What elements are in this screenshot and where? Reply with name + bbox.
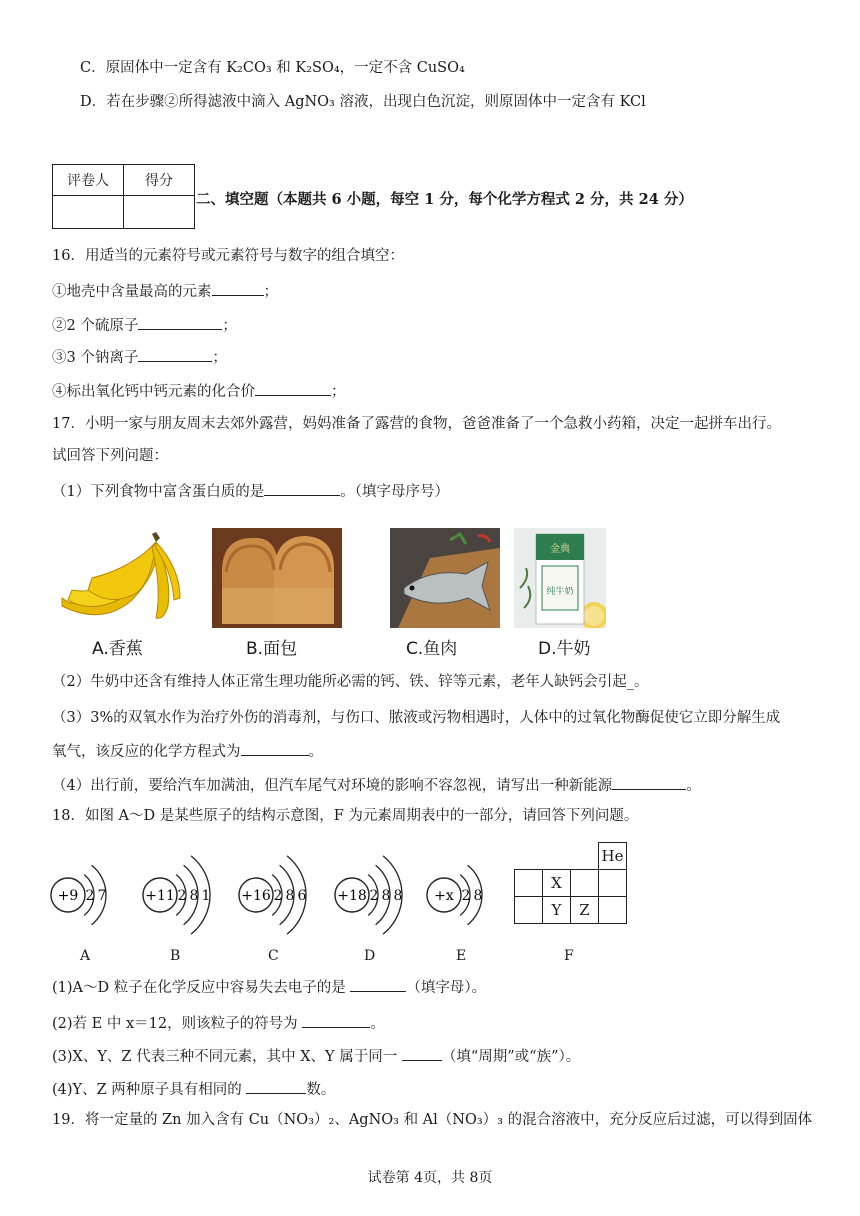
nucleus-charge: +9: [57, 888, 79, 904]
q16-item-text: ②2 个硫原子: [52, 318, 139, 334]
q16-item-3: [52, 346, 227, 368]
food-label-a: A.香蕉: [92, 639, 143, 659]
pt-cell: [599, 897, 627, 924]
nucleus-charge: +18: [337, 888, 367, 904]
q18-sub4: [52, 1078, 335, 1100]
q16-item-end: ；: [212, 350, 227, 366]
nucleus-charge: +x: [434, 888, 454, 904]
answer-blank[interactable]: [612, 774, 686, 790]
grader-header: 评卷人: [53, 165, 124, 196]
electron-count: 1: [201, 888, 211, 904]
pt-cell-x: X: [543, 870, 571, 897]
q19-stem: 19．将一定量的 Zn 加入含有 Cu（NO₃）₂、AgNO₃ 和 Al（NO₃）₃ 的混合溶液中，充分反应后过滤，可以得到固体: [52, 1112, 813, 1128]
q16-item-1: [52, 280, 278, 302]
q17-part3-text: 氧气，该反应的化学方程式为: [52, 744, 241, 760]
q18-sub1-text: (1)A～D 粒子在化学反应中容易失去电子的是: [52, 980, 351, 996]
score-header: 得分: [124, 165, 195, 196]
atom-label-a: A: [80, 948, 91, 964]
q17-part1: [52, 480, 449, 502]
section-title: 二、填空题（本题共 6 小题，每空 1 分，每个化学方程式 2 分，共 24 分）: [196, 191, 693, 208]
q17-part2: （2）牛奶中还含有维持人体正常生理功能所必需的钙、铁、锌等元素，老年人缺钙会引起_。: [52, 674, 649, 690]
fish-image: [380, 528, 510, 628]
q15-option-c: C．原固体中一定含有 K₂CO₃ 和 K₂SO₄，一定不含 CuSO₄: [80, 60, 465, 76]
answer-blank[interactable]: [402, 1045, 442, 1061]
nucleus-charge: +11: [145, 888, 175, 904]
atom-label-d: D: [364, 948, 376, 964]
pt-empty: [543, 843, 571, 870]
q16-item-text: ④标出氧化钙中钙元素的化合价: [52, 384, 255, 400]
q17-part1-end: 。（填字母序号）: [340, 484, 449, 500]
answer-blank[interactable]: [255, 380, 331, 396]
q16-item-end: ；: [331, 384, 346, 400]
q16-item-end: ；: [263, 284, 278, 300]
electron-count: 8: [381, 888, 391, 904]
pt-empty: [515, 843, 543, 870]
electron-count: 8: [473, 888, 483, 904]
q17-part4-end: 。: [686, 778, 701, 794]
answer-blank[interactable]: [241, 740, 309, 756]
q15-option-d: D．若在步骤②所得滤液中滴入 AgNO₃ 溶液，出现白色沉淀，则原固体中一定含有 KCl: [80, 94, 646, 110]
grader-table: [52, 164, 195, 229]
q16-item-2: [52, 314, 237, 336]
electron-count: 2: [369, 888, 379, 904]
electron-count: 2: [85, 888, 95, 904]
pt-cell: [571, 870, 599, 897]
q18-sub2-text: (2)若 E 中 x＝12，则该粒子的符号为: [52, 1016, 303, 1032]
electron-count: 7: [97, 888, 107, 904]
food-label-c: C.鱼肉: [406, 639, 458, 659]
electron-count: 6: [297, 888, 307, 904]
table-label-f: F: [564, 948, 574, 964]
q18-sub4-end: 数。: [306, 1082, 336, 1098]
pt-cell: [515, 870, 543, 897]
q18-sub2-end: 。: [370, 1016, 385, 1032]
q18-sub3: [52, 1045, 580, 1067]
atom-label-b: B: [170, 948, 181, 964]
grader-cell: [53, 196, 124, 229]
q17-part4: [52, 774, 701, 796]
atom-label-c: C: [268, 948, 279, 964]
milk-image: [514, 528, 606, 628]
answer-blank[interactable]: [212, 280, 264, 296]
q18-stem: 18．如图 A～D 是某些原子的结构示意图，F 为元素周期表中的一部分，请回答下列问题。: [52, 808, 639, 824]
svg-text:纯牛奶: 纯牛奶: [546, 587, 574, 597]
pt-empty: [571, 843, 599, 870]
electron-count: 2: [177, 888, 187, 904]
q18-sub1-end: （填字母）。: [406, 980, 487, 996]
periodic-table-fragment: [514, 842, 627, 924]
electron-count: 8: [285, 888, 295, 904]
electron-count: 8: [393, 888, 403, 904]
q16-stem: 16．用适当的元素符号或元素符号与数字的组合填空：: [52, 248, 404, 264]
q16-item-text: ①地壳中含量最高的元素: [52, 284, 212, 300]
q18-sub4-text: (4)Y、Z 两种原子具有相同的: [52, 1082, 247, 1098]
food-label-d: D.牛奶: [538, 639, 591, 659]
q17-stem-line1: 17．小明一家与朋友周末去郊外露营，妈妈准备了露营的食物，爸爸准备了一个急救小药箱，决定一起拼车出行。: [52, 416, 781, 432]
banana-image: [52, 528, 182, 628]
q16-item-end: ；: [222, 318, 237, 334]
q17-part3-end: 。: [308, 744, 323, 760]
q18-sub3-text: (3)X、Y、Z 代表三种不同元素，其中 X、Y 属于同一: [52, 1049, 402, 1065]
food-label-b: B.面包: [246, 639, 298, 659]
answer-blank[interactable]: [264, 480, 340, 496]
answer-blank[interactable]: [246, 1078, 306, 1094]
electron-count: 2: [273, 888, 283, 904]
page-footer: 试卷第 4页，共 8页: [367, 1170, 493, 1186]
q17-part3-line2: [52, 740, 323, 762]
q17-stem-line2: 试回答下列问题：: [52, 448, 168, 464]
q18-sub1: [52, 976, 486, 998]
nucleus-charge: +16: [241, 888, 271, 904]
bread-image: [212, 528, 342, 628]
pt-cell-he: He: [599, 843, 627, 870]
score-cell: [124, 196, 195, 229]
q18-sub2: [52, 1012, 385, 1034]
electron-count: 8: [189, 888, 199, 904]
pt-cell: [515, 897, 543, 924]
pt-cell: [599, 870, 627, 897]
answer-blank[interactable]: [138, 346, 212, 362]
q16-item-4: [52, 380, 346, 402]
q18-sub3-end: （填“周期”或“族”）。: [441, 1049, 581, 1065]
q17-part1-text: （1）下列食物中富含蛋白质的是: [52, 484, 265, 500]
atom-structure-diagrams: [40, 845, 510, 945]
pt-cell-z: Z: [571, 897, 599, 924]
electron-count: 2: [461, 888, 471, 904]
answer-blank[interactable]: [302, 1012, 370, 1028]
q17-part3-line1: （3）3%的双氧水作为治疗外伤的消毒剂，与伤口、脓液或污物相遇时，人体中的过氧化物酶促使它立即分解生成: [52, 710, 781, 726]
q16-item-text: ③3 个钠离子: [52, 350, 139, 366]
pt-cell-y: Y: [543, 897, 571, 924]
q17-part4-text: （4）出行前，要给汽车加满油，但汽车尾气对环境的影响不容忽视，请写出一种新能源: [52, 778, 613, 794]
answer-blank[interactable]: [138, 314, 222, 330]
svg-text:金典: 金典: [550, 544, 570, 555]
atom-label-e: E: [456, 948, 467, 964]
answer-blank[interactable]: [350, 976, 406, 992]
